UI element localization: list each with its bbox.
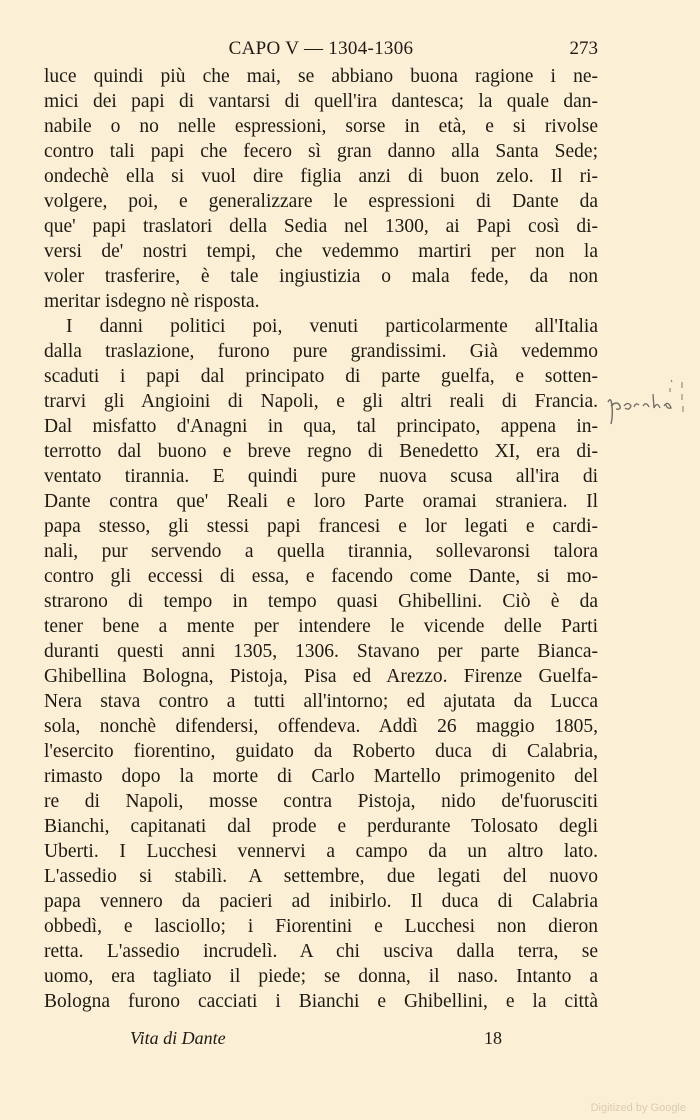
text-line: contro tali papi che fecero sì gran danno alla Santa Sede; — [44, 141, 598, 162]
text-line: meritar isdegno nè risposta. — [44, 291, 260, 312]
text-line: uomo, era tagliato il piede; se donna, il naso. Intanto a — [44, 966, 598, 987]
text-line: retta. L'assedio incrudelì. A chi usciva dalla terra, se — [44, 941, 598, 962]
body-text — [44, 64, 598, 1014]
text-line: Ghibellina Bologna, Pistoja, Pisa ed Arezzo. Firenze Guelfa- — [44, 666, 598, 687]
text-line: Bologna furono cacciati i Bianchi e Ghibellini, e la città — [44, 991, 598, 1012]
signature-title: Vita di Dante — [130, 1028, 226, 1048]
text-line: Uberti. I Lucchesi vennervi a campo da un altro lato. — [44, 841, 598, 862]
text-line: papa stesso, gli stessi papi francesi e lor legati e cardi- — [44, 516, 598, 537]
paragraph-start: I danni politici poi, venuti particolarmente all'Italia — [66, 316, 598, 337]
text-line: Dante contra que' Reali e loro Parte oramai straniera. Il — [44, 491, 598, 512]
text-line: Bianchi, capitanati dal prode e perdurante Tolosato degli — [44, 816, 598, 837]
handwritten-margin-note — [600, 376, 692, 432]
text-line: ondechè ella si vuol dire figlia anzi di buon zelo. Il ri- — [44, 166, 598, 187]
text-line: rimasto dopo la morte di Carlo Martello primogenito del — [44, 766, 598, 787]
text-line: duranti questi anni 1305, 1306. Stavano per parte Bianca- — [44, 641, 598, 662]
text-line: nabile o no nelle espressioni, sorse in età, e si rivolse — [44, 116, 598, 137]
text-line: Dal misfatto d'Anagni in qua, tal principato, appena in- — [44, 416, 598, 437]
page-number: 273 — [569, 38, 598, 59]
running-head — [44, 38, 598, 64]
text-line: strarono di tempo in tempo quasi Ghibellini. Ciò è da — [44, 591, 598, 612]
text-line: Nera stava contro a tutti all'intorno; ed ajutata da Lucca — [44, 691, 598, 712]
signature-line — [44, 1028, 598, 1054]
watermark-text: Digitized by Google — [590, 1102, 686, 1114]
text-line: obbedì, e lasciollo; i Fiorentini e Lucchesi non dieron — [44, 916, 598, 937]
text-line: nali, pur servendo a quella tirannia, sollevaronsi talora — [44, 541, 598, 562]
signature-number: 18 — [484, 1028, 502, 1048]
text-line: dalla traslazione, furono pure grandissimi. Già vedemmo — [44, 341, 598, 362]
text-line: sola, nonchè difendersi, offendeva. Addì 26 maggio 1805, — [44, 716, 598, 737]
text-line: papa vennero da pacieri ad inibirlo. Il duca di Calabria — [44, 891, 598, 912]
text-line: contro gli eccessi di essa, e facendo come Dante, si mo- — [44, 566, 598, 587]
text-line: L'assedio si stabilì. A settembre, due legati del nuovo — [44, 866, 598, 887]
text-line: que' papi traslatori della Sedia nel 1300, ai Papi così di- — [44, 216, 598, 237]
text-line: luce quindi più che mai, se abbiano buona ragione i ne- — [44, 66, 598, 87]
text-line: volgere, poi, e generalizzare le espressioni di Dante da — [44, 191, 598, 212]
handwritten-note-drawing — [600, 376, 692, 432]
text-line: scaduti i papi dal principato di parte guelfa, e sotten- — [44, 366, 598, 387]
text-line: re di Napoli, mosse contra Pistoja, nido de'fuorusciti — [44, 791, 598, 812]
text-line: trarvi gli Angioini di Napoli, e gli altri reali di Francia. — [44, 391, 598, 412]
text-line: versi de' nostri tempi, che vedemmo martiri per non la — [44, 241, 598, 262]
text-line: voler trasferire, è tale ingiustizia o mala fede, da non — [44, 266, 598, 287]
text-line: ventato tirannia. E quindi pure nuova scusa all'ira di — [44, 466, 598, 487]
running-head-title: CAPO V — 1304-1306 — [228, 38, 414, 59]
text-line: terrotto dal buono e breve regno di Benedetto XI, era di- — [44, 441, 598, 462]
text-line: tener bene a mente per intendere le vicende delle Parti — [44, 616, 598, 637]
digitization-watermark — [591, 1102, 686, 1114]
text-line: l'esercito fiorentino, guidato da Roberto duca di Calabria, — [44, 741, 598, 762]
text-line: mici dei papi di vantarsi di quell'ira dantesca; la quale dan- — [44, 91, 598, 112]
